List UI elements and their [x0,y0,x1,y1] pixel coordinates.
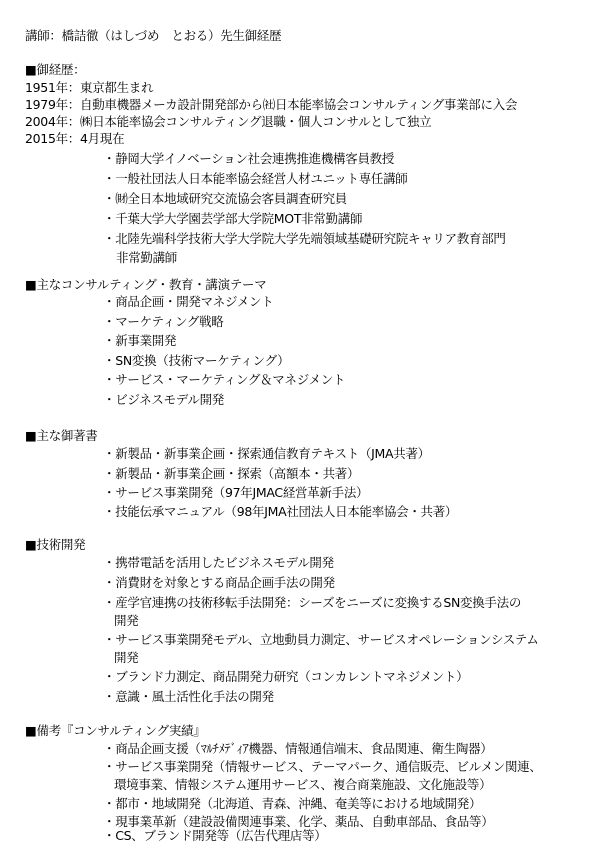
book-item: ・技能伝承マニュアル（98年JMA社団法人日本能率協会・共著） [103,504,458,519]
tech-heading: ■技術開発 [25,537,86,552]
position-item-continued: 非常勤講師 [116,250,178,265]
career-entry: 1979年：自動車機器メーカ設計開発部から㈳日本能率協会コンサルティング事業部に入会 [25,97,518,112]
theme-item: ・サービス・マーケティング＆マネジメント [103,372,346,387]
career-entry: 2015年：4月現在 [25,131,125,146]
note-item: ・都市・地域開発（北海道、青森、沖縄、奄美等における地域開発） [103,796,482,811]
tech-item: ・意識・風土活性化手法の開発 [103,689,274,704]
position-item: ・㈶全日本地域研究交流協会客員調査研究員 [103,191,348,206]
position-item: ・北陸先端科学技術大学大学院大学先端領域基礎研究院キャリア教育部門 [103,231,506,246]
theme-item: ・マーケティング戦略 [103,314,224,329]
position-item: ・千葉大学大学園芸学部大学院MOT非常勤講師 [103,211,363,226]
tech-item: ・ブランド力測定、商品開発力研究（コンカレントマネジメント） [103,669,469,684]
tech-item-continued: 開発 [114,650,139,665]
position-item: ・一般社団法人日本能率協会経営人材ユニット専任講師 [103,171,408,186]
career-entry: 1951年：東京都生まれ [25,80,154,95]
tech-item-continued: 開発 [114,613,139,628]
career-entry: 2004年：㈱日本能率協会コンサルティング退職・個人コンサルとして独立 [25,114,432,129]
tech-item: ・サービス事業開発モデル、立地動員力測定、サービスオペレーションシステム [103,632,539,647]
theme-item: ・商品企画・開発マネジメント [103,294,274,309]
tech-item: ・産学官連携の技術移転手法開発：シーズをニーズに変換するSN変換手法の [103,595,522,610]
career-heading: ■御経歴： [25,62,86,77]
note-item: ・商品企画支援（ﾏﾙﾁﾒﾃﾞｨｱ機器、情報通信端末、食品関連、衛生陶器） [103,741,493,756]
theme-item: ・新事業開発 [103,333,177,348]
book-item: ・新製品・新事業企画・探索（高額本・共著） [103,466,360,481]
book-item: ・新製品・新事業企画・探索通信教育テキスト（JMA共著） [103,446,430,461]
theme-item: ・ビジネスモデル開発 [103,392,225,407]
note-item: ・サービス事業開発（情報サービス、テーマパーク、通信販売、ビルメン関連、 [103,759,542,774]
page-title: 講師：橋詰徹（はしづめ とおる）先生御経歴 [25,28,282,43]
books-heading: ■主な御著書 [25,428,98,443]
tech-item: ・携帯電話を活用したビジネスモデル開発 [103,555,334,570]
theme-item: ・SN変換（技術マーケティング） [103,353,290,368]
note-item: ・CS、ブランド開発等（広告代理店等） [103,828,327,843]
note-item-continued: 環境事業、情報システム運用サービス、複合商業施設、文化施設等） [114,777,492,792]
tech-item: ・消費財を対象とする商品企画手法の開発 [103,575,335,590]
themes-heading: ■主なコンサルティング・教育・講演テーマ [25,277,267,292]
notes-heading: ■備考『コンサルティング実績』 [25,723,206,738]
position-item: ・静岡大学イノベーション社会連携推進機構客員教授 [103,151,395,166]
note-item: ・現事業革新（建設設備関連事業、化学、薬品、自動車部品、食品等） [103,814,494,829]
book-item: ・サービス事業開発（97年JMAC経営革新手法） [103,485,369,500]
